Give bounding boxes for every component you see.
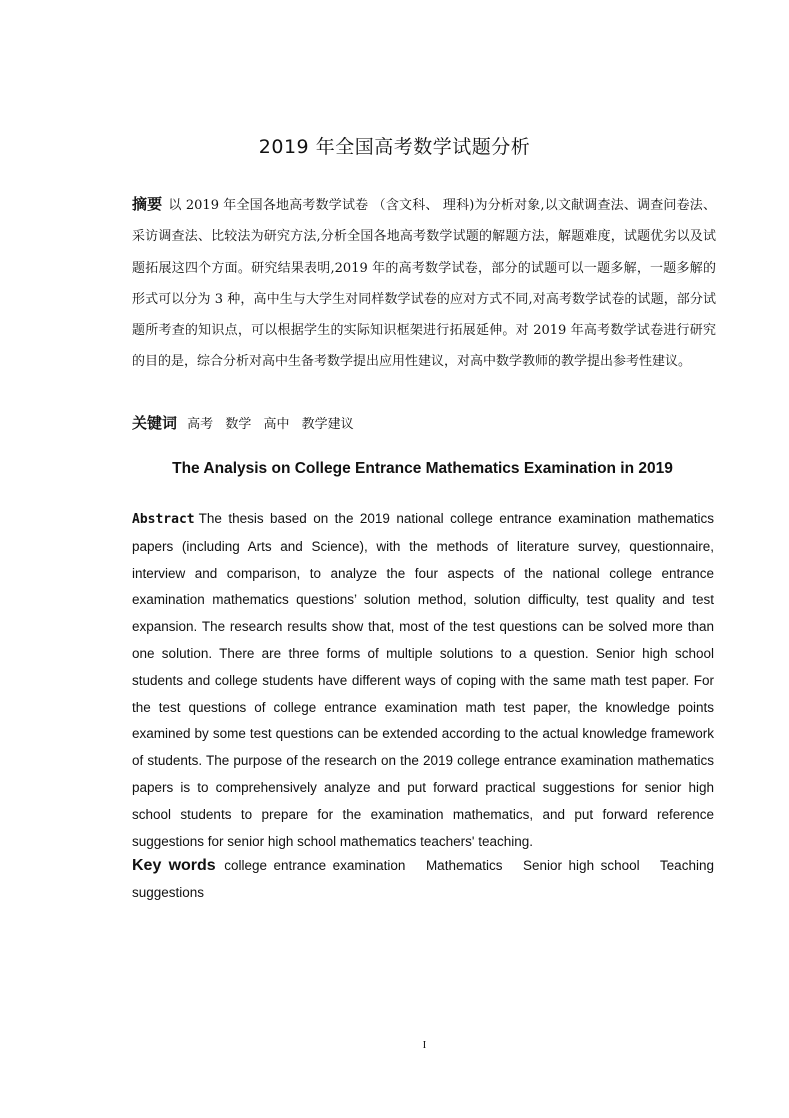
chinese-abstract-text: 以 2019 年全国各地高考数学试卷 （含文科、 理科)为分析对象,以文献调查法、调查问卷法、采访调查法、比较法为研究方法,分析全国各地高考数学试题的解题方法，解题难度，试题优劣以及试题拓展这四个方面。研究结果表明,2019 年的高考数学试卷，部分的试题可以一题多解，一题多解的形式可以分为 3 种，高中生与大学生对同样数学试卷的应对方式不同,对高考数学试卷的试题，部分试题所考查的知识点，可以根据学生的实际知识框架进行拓展延伸。对 2019 年高考数学试卷进行研究的目的是，综合分析对高中生备考数学提出应用性建议，对高中数学教师的教学提出参考性建议。 [132,198,716,370]
english-keyword: college entrance examination [224,858,406,873]
english-keyword: Senior high school [523,858,640,873]
chinese-keywords [132,410,716,438]
english-keyword: Mathematics [425,858,503,873]
chinese-keyword: 高考 [187,417,214,432]
chinese-keyword: 高中 [263,417,290,432]
english-keywords-label: Key words [132,857,216,874]
chinese-keywords-label: 关键词 [132,414,178,432]
english-keyword: Teaching suggestions [132,858,714,900]
english-abstract [132,506,714,855]
english-title: The Analysis on College Entrance Mathematics Examination in 2019 [172,460,673,477]
page-number: I [422,1039,427,1051]
english-abstract-label: Abstract [132,512,195,527]
chinese-abstract [132,189,716,378]
chinese-keyword: 教学建议 [301,417,354,432]
english-abstract-text: The thesis based on the 2019 national college entrance examination mathematics papers (including Arts and Science), with the methods of literature survey, questionnaire, interview and comparison, to analyze the four aspects of the national college entrance examination mathematics questions’ solution method, solution difficulty, test quality and test expansion. The research results show that, most of the test questions can be solved more than one solution. There are three forms of multiple solutions to a question. Senior high school students and college students have different ways of coping with the same math test paper. For the test questions of college entrance examination math test paper, the knowledge points examined by some test questions can be extended according to the actual knowledge framework of students. The purpose of the research on the 2019 college entrance examination mathematics papers is to comprehensively analyze and put forward practical suggestions for senior high school students to prepare for the examination mathematics, and put forward reference suggestions for senior high school mathematics teachers' teaching. [132,511,714,849]
chinese-abstract-label: 摘要 [132,195,163,213]
chinese-title: 2019 年全国高考数学试题分析 [258,136,531,158]
english-keywords [132,852,714,906]
chinese-keyword: 数学 [225,417,252,432]
